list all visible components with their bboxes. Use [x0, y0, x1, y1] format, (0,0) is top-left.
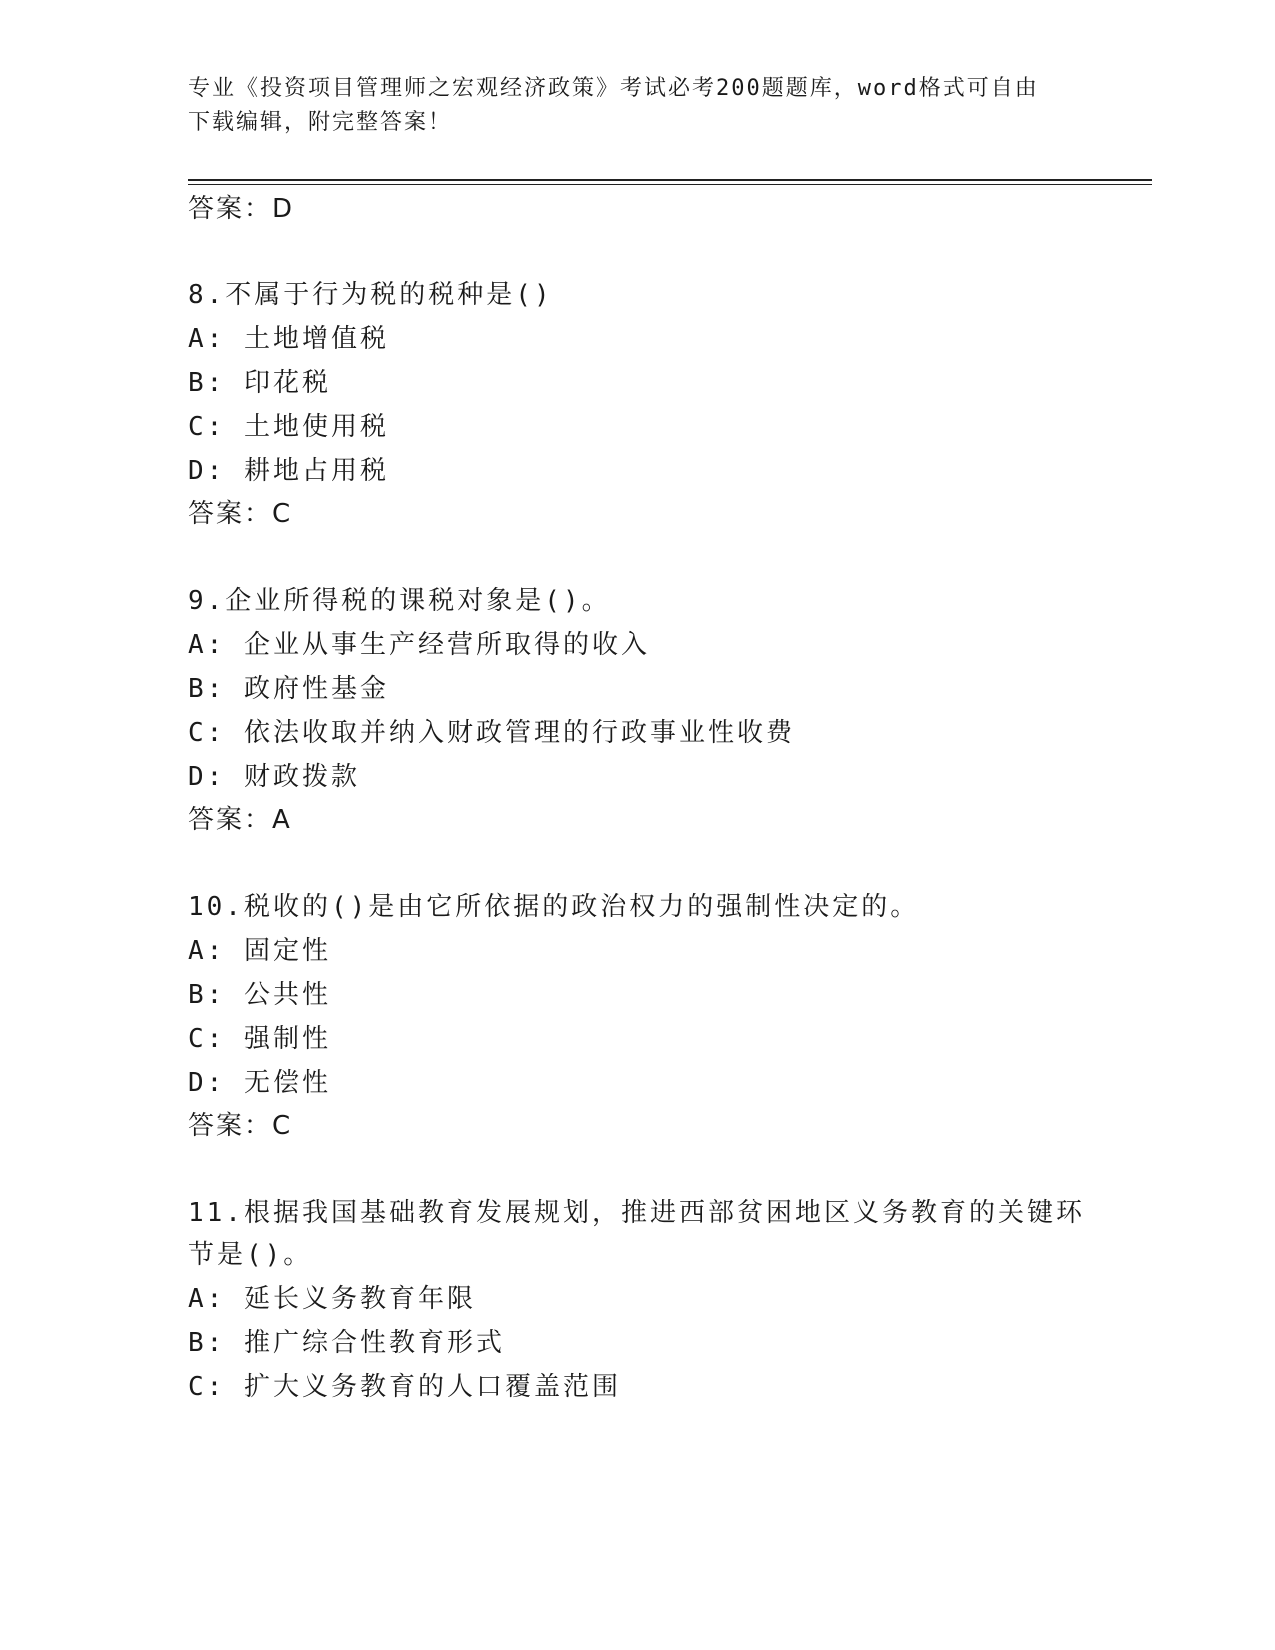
option-d: D: 财政拨款 [188, 762, 360, 792]
question-text: 10.税收的()是由它所依据的政治权力的强制性决定的。 [188, 892, 920, 922]
question-text: 11.根据我国基础教育发展规划，推进西部贫困地区义务教育的关键环 [188, 1198, 1085, 1228]
answer-line: 答案：C [188, 499, 293, 529]
header-rule-thin [188, 184, 1152, 185]
answer-line: 答案：D [188, 194, 295, 224]
answer-line: 答案：C [188, 1111, 293, 1141]
option-d: D: 无偿性 [188, 1068, 331, 1098]
option-b: B: 印花税 [188, 368, 331, 398]
option-b: B: 推广综合性教育形式 [188, 1328, 505, 1358]
option-d: D: 耕地占用税 [188, 456, 389, 486]
option-c: C: 依法收取并纳入财政管理的行政事业性收费 [188, 718, 795, 748]
option-c: C: 土地使用税 [188, 412, 389, 442]
header-line-1: 专业《投资项目管理师之宏观经济政策》考试必考200题题库，word格式可自由 [188, 76, 1039, 101]
option-a: A: 延长义务教育年限 [188, 1284, 476, 1314]
option-a: A: 固定性 [188, 936, 331, 966]
answer-line: 答案：A [188, 805, 292, 835]
question-text: 8.不属于行为税的税种是() [188, 280, 553, 310]
header-rule [188, 179, 1152, 181]
question-text: 9.企业所得税的课税对象是()。 [188, 586, 611, 616]
question-text-continued: 节是()。 [188, 1240, 313, 1270]
document-header [188, 72, 1088, 140]
option-b: B: 政府性基金 [188, 674, 389, 704]
option-a: A: 企业从事生产经营所取得的收入 [188, 630, 650, 660]
option-b: B: 公共性 [188, 980, 331, 1010]
option-a: A: 土地增值税 [188, 324, 389, 354]
header-line-2: 下载编辑，附完整答案！ [188, 110, 453, 135]
option-c: C: 强制性 [188, 1024, 331, 1054]
option-c: C: 扩大义务教育的人口覆盖范围 [188, 1372, 621, 1402]
